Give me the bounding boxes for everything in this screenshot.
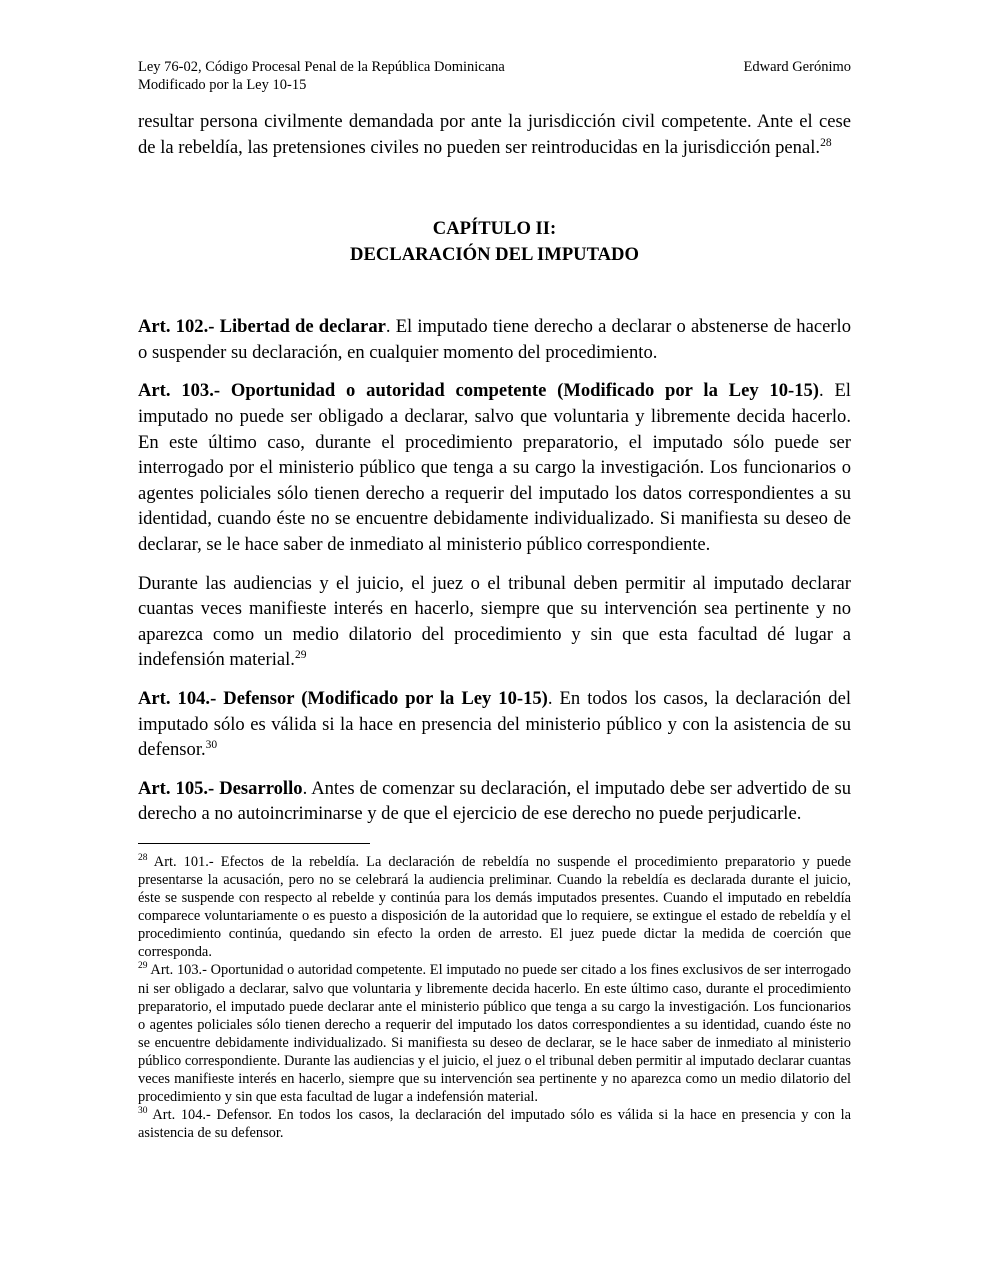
footnote-29-number: 29 [138, 961, 148, 972]
chapter-title: DECLARACIÓN DEL IMPUTADO [350, 244, 639, 266]
article-103-text: . El imputado no puede ser obligado a declarar, salvo que voluntaria y libremente decida hacerlo. En este último caso, durante el procedimiento preparatorio, el imputado sólo puede ser interrogado por el ministerio público que tenga a su cargo la investigación. Los funcionarios o agentes policiales sólo tienen derecho a requerir del imputado los datos correspondientes a su identidad, cuando éste no se encuentre debidamente individualizado. Si manifiesta su deseo de declarar, se le hace saber de inmediato al ministerio público correspondiente. [138, 380, 851, 555]
footnote-29 [138, 961, 851, 1106]
footnote-separator [138, 843, 370, 844]
footnote-28 [138, 853, 851, 962]
footnotes [138, 853, 851, 1143]
article-104-heading: Art. 104.- Defensor (Modificado por la Ley 10-15) [138, 687, 548, 709]
article-102-heading: Art. 102.- Libertad de declarar [138, 316, 386, 338]
footnote-28-number: 28 [138, 853, 148, 864]
article-102 [138, 314, 851, 365]
article-104-text: . En todos los casos, la declaración del imputado sólo es válida si la hace en presencia del ministerio público y con la asistencia de su defensor. [138, 687, 851, 761]
article-103-paragraph-2-text: Durante las audiencias y el juicio, el juez o el tribunal deben permitir al imputado declarar cuantas veces manifieste interés en hacerlo, siempre que su intervención sea pertinente y no aparezca como un medio dilatorio del procedimiento y sin que esta facultad dé lugar a indefensión material. [138, 572, 851, 671]
continuation-text: resultar persona civilmente demandada por ante la jurisdicción civil competente. Ante el cese de la rebeldía, las pretensiones civiles no pueden ser reintroducidas en la jurisdicción penal. [138, 111, 851, 158]
chapter-heading [138, 216, 851, 268]
document-page [138, 58, 851, 1142]
footnote-28-text: Art. 101.- Efectos de la rebeldía. La declaración de rebeldía no suspende el procedimiento preparatorio y puede presentarse la acusación, pero no se celebrará la audiencia preliminar. Cuando la rebeldía es declarada durante el juicio, éste se suspende con respecto al rebelde y continúa para los demás imputados presentes. Cuando el imputado en rebeldía comparece voluntariamente o es puesto a disposición de la autoridad que lo requiere, se extingue el estado de rebeldía y el procedimiento continúa, quedando sin efecto la orden de arresto. El juez puede dictar la medida de coerción que corresponda. [138, 853, 851, 961]
footnote-ref-29[interactable]: 29 [294, 649, 307, 662]
footnote-30 [138, 1106, 851, 1142]
header-title-line-1: Ley 76-02, Código Procesal Penal de la República Dominicana [138, 59, 505, 75]
footnote-30-text: Art. 104.- Defensor. En todos los casos, la declaración del imputado sólo es válida si la hace en presencia y con la asistencia de su defensor. [138, 1107, 851, 1142]
footnote-ref-30[interactable]: 30 [205, 738, 218, 751]
article-104 [138, 686, 851, 763]
header-title-block [138, 58, 505, 94]
footnote-30-number: 30 [138, 1106, 148, 1117]
article-103-paragraph-2 [138, 571, 851, 673]
article-105-heading: Art. 105.- Desarrollo [138, 777, 303, 799]
continuation-paragraph [138, 109, 851, 160]
running-header [138, 58, 851, 94]
footnote-ref-28[interactable]: 28 [820, 136, 832, 149]
article-103-heading: Art. 103.- Oportunidad o autoridad competente (Modificado por la Ley 10-15) [138, 380, 819, 402]
article-103 [138, 378, 851, 557]
footnote-29-text: Art. 103.- Oportunidad o autoridad competente. El imputado no puede ser citado a los fines exclusivos de ser interrogado ni ser obligado a declarar, salvo que voluntaria y libremente decida hacerlo. En este último caso, durante el procedimiento preparatorio, el imputado puede declarar ante el ministerio público que tenga a su cargo la investigación. Los funcionarios o agentes policiales sólo tienen derecho a requerir del imputado los datos correspondientes a su identidad, cuando éste no se encuentre debidamente individualizado. Si manifiesta su deseo de declarar, se le hace saber de inmediato al ministerio público correspondiente. Durante las audiencias y el juicio, el juez o el tribunal deben permitir al imputado declarar cuantas veces manifieste interés en hacerlo, siempre que su intervención sea pertinente y no aparezca como un medio dilatorio del procedimiento y sin que esta facultad de lugar a indefensión material. [138, 962, 851, 1106]
article-105-text: . Antes de comenzar su declaración, el imputado debe ser advertido de su derecho a no autoincriminarse y de que el ejercicio de ese derecho no puede perjudicarle. [138, 777, 852, 825]
article-105 [138, 776, 851, 827]
article-102-text: . El imputado tiene derecho a declarar o abstenerse de hacerlo o suspender su declaración, en cualquier momento del procedimiento. [138, 316, 852, 363]
header-title-line-2: Modificado por la Ley 10-15 [138, 77, 307, 93]
chapter-number: CAPÍTULO II: [432, 218, 557, 240]
header-author: Edward Gerónimo [743, 59, 851, 75]
